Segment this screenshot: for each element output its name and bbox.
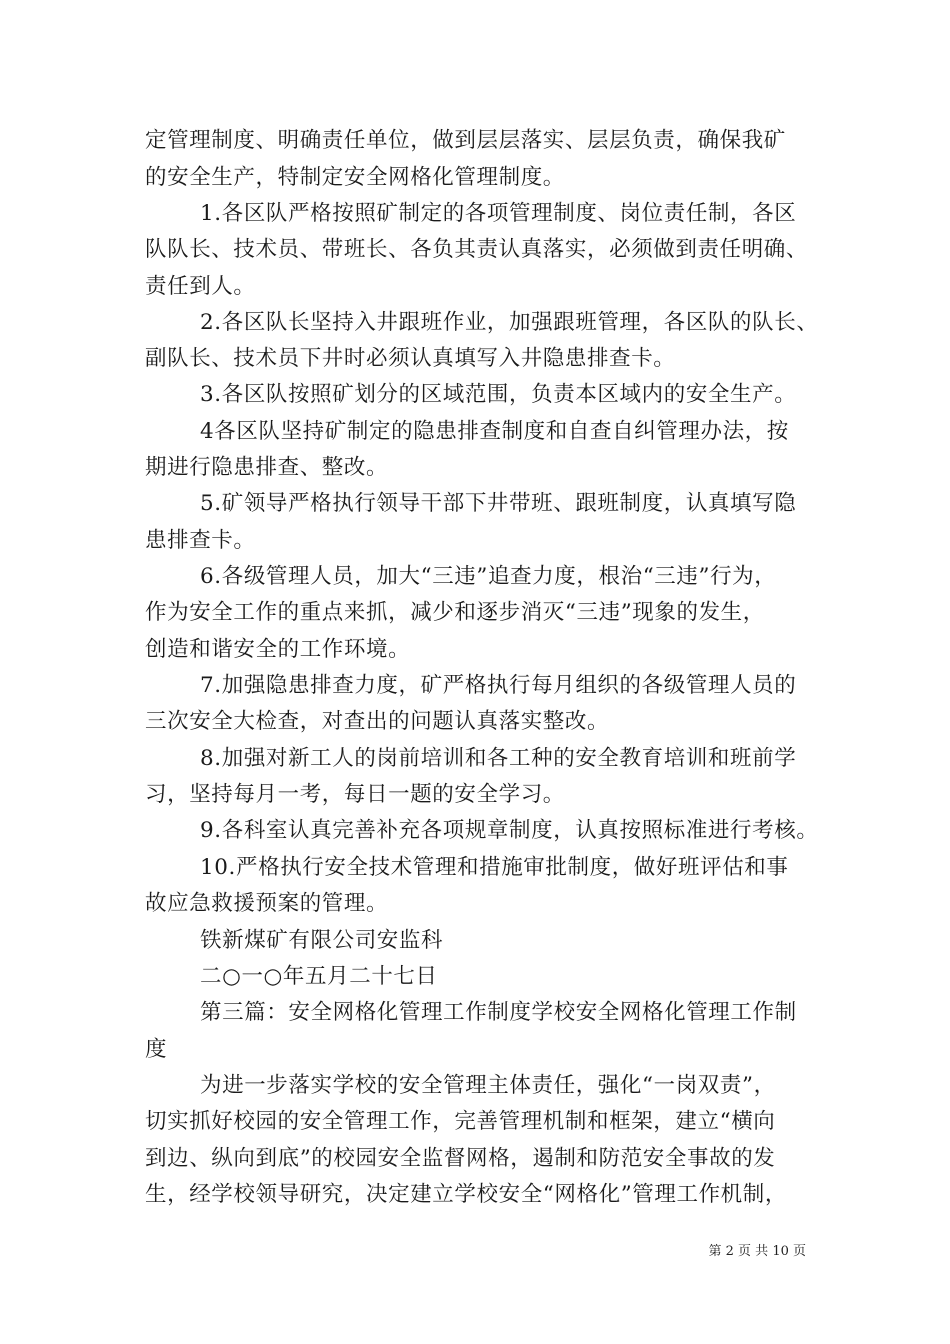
- text-line: 1.各区队严格按照矿制定的各项管理制度、岗位责任制，各区: [200, 201, 797, 226]
- signature-department: 铁新煤矿有限公司安监科: [200, 928, 444, 953]
- text-line: 8.加强对新工人的岗前培训和各工种的安全教育培训和班前学: [200, 746, 797, 771]
- text-line: 2.各区队长坚持入井跟班作业，加强跟班管理，各区队的队长、: [200, 310, 819, 335]
- signature-date: 二○一○年五月二十七日: [200, 964, 438, 989]
- text-line: 9.各科室认真完善补充各项规章制度，认真按照标准进行考核。: [200, 818, 819, 843]
- text-line: 的安全生产，特制定安全网格化管理制度。: [145, 165, 565, 190]
- text-line: 为进一步落实学校的安全管理主体责任，强化“一岗双责”，: [200, 1073, 776, 1098]
- text-line: 7.加强隐患排查力度，矿严格执行每月组织的各级管理人员的: [200, 673, 797, 698]
- text-line: 到边、纵向到底”的校园安全监督网格，遏制和防范安全事故的发: [145, 1146, 776, 1171]
- text-line: 定管理制度、明确责任单位，做到层层落实、层层负责，确保我矿: [145, 128, 786, 153]
- text-line: 切实抓好校园的安全管理工作，完善管理机制和框架，建立“横向: [145, 1109, 776, 1134]
- text-line: 3.各区队按照矿划分的区域范围，负责本区域内的安全生产。: [200, 382, 797, 407]
- text-line: 习，坚持每月一考，每日一题的安全学习。: [145, 782, 565, 807]
- text-line: 创造和谐安全的工作环境。: [145, 637, 411, 662]
- section-heading: 第三篇：安全网格化管理工作制度学校安全网格化管理工作制: [200, 1000, 797, 1025]
- text-line: 4各区队坚持矿制定的隐患排查制度和自查自纠管理办法，按: [200, 419, 789, 444]
- text-line: 10.严格执行安全技术管理和措施审批制度，做好班评估和事: [200, 855, 789, 880]
- text-line: 6.各级管理人员，加大“三违”追查力度，根治“三违”行为，: [200, 564, 777, 589]
- text-line: 患排查卡。: [145, 528, 256, 553]
- text-line: 生，经学校领导研究，决定建立学校安全“网格化”管理工作机制，: [145, 1182, 787, 1207]
- text-line: 三次安全大检查，对查出的问题认真落实整改。: [145, 709, 610, 734]
- section-heading-continued: 度: [145, 1037, 168, 1062]
- text-line: 作为安全工作的重点来抓，减少和逐步消灭“三违”现象的发生，: [145, 600, 765, 625]
- text-line: 故应急救援预案的管理。: [145, 891, 389, 916]
- text-line: 副队长、技术员下井时必须认真填写入井隐患排查卡。: [145, 346, 676, 371]
- text-line: 5.矿领导严格执行领导干部下井带班、跟班制度，认真填写隐: [200, 491, 797, 516]
- page-number: 第 2 页 共 10 页: [708, 1244, 806, 1259]
- text-line: 队队长、技术员、带班长、各负其责认真落实，必须做到责任明确、: [145, 237, 809, 262]
- text-line: 责任到人。: [145, 274, 256, 299]
- text-line: 期进行隐患排查、整改。: [145, 455, 389, 480]
